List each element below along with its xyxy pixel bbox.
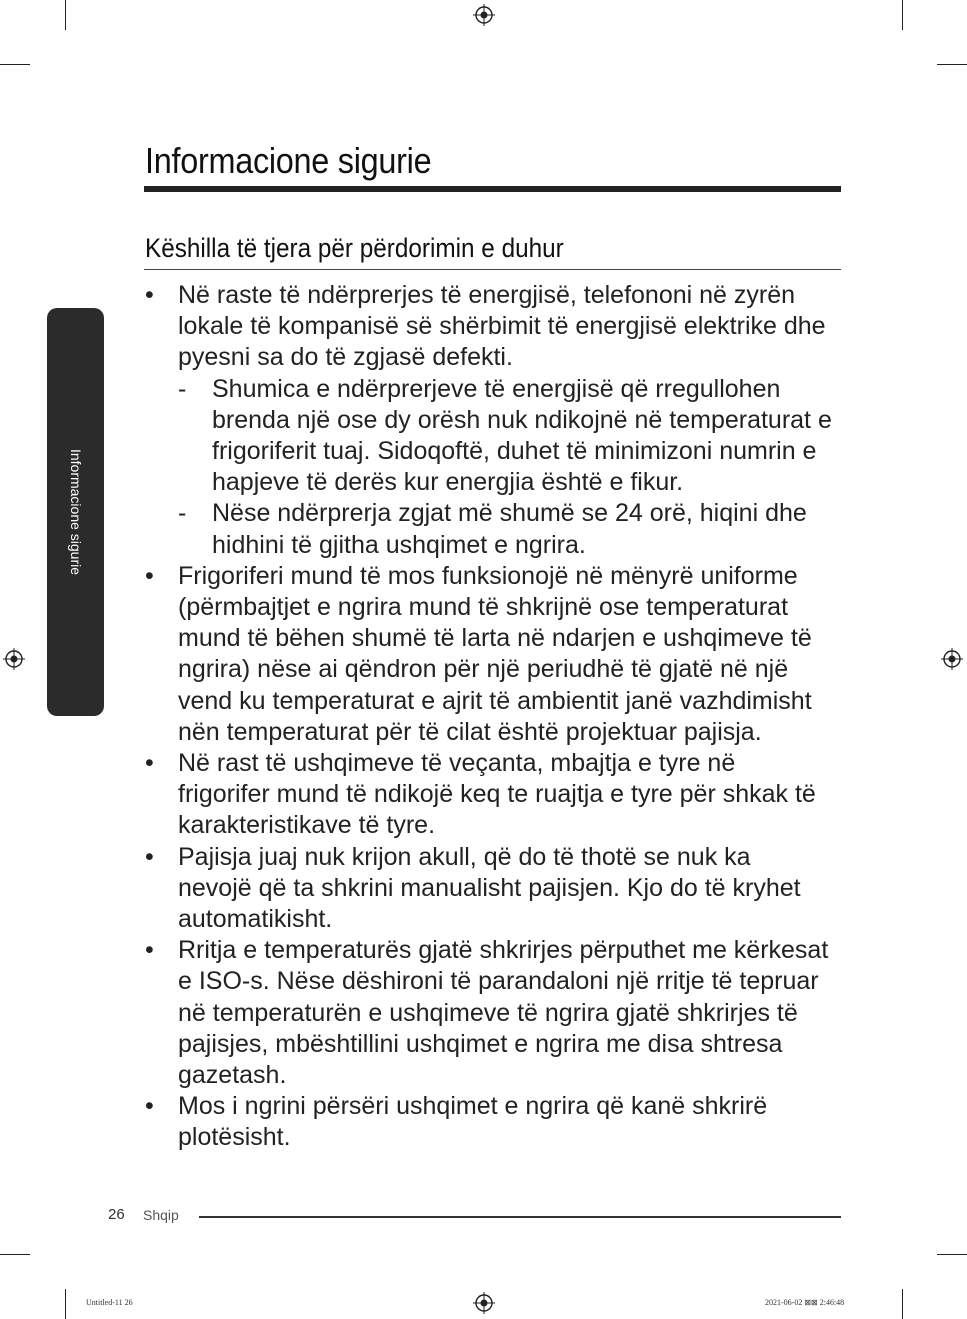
page-number: 26 [108,1206,125,1223]
list-item [145,1091,845,1153]
list-item-text: frigorifer mund të ndikojë keq te ruajtja e tyre për shkak të [178,780,816,809]
sub-list-item [145,374,845,499]
list-item-text: Rritja e temperaturës gjatë shkrirjes përputhet me kërkesat [178,936,829,965]
registration-mark-icon [473,4,495,26]
title-rule [144,186,841,192]
footer-rule [199,1216,841,1218]
print-slug-right: 2021-06-02 ⊠⊠ 2:46:48 [765,1298,845,1307]
page-title: Informacione sigurie [145,140,432,181]
list-item-text: karakteristikave të tyre. [178,811,436,840]
list-item-text: ngrira) nëse ai qëndron për një periudhë të gjatë në një [178,655,789,684]
side-tab-label: Informacione sigurie [67,448,84,576]
registration-mark-icon [473,1292,495,1314]
list-item-text: plotësisht. [178,1123,291,1152]
crop-mark [937,1254,967,1255]
section-heading: Këshilla të tjera për përdorimin e duhur [145,233,564,263]
list-item-text: nevojë që ta shkrini manualisht pajisjen. Kjo do të kryhet [178,873,801,902]
list-item-text: gazetash. [178,1061,287,1090]
list-item [145,842,845,936]
list-item-text: (përmbajtjet e ngrira mund të shkrijnë ose temperaturat [178,593,789,622]
crop-mark [65,0,66,30]
sub-list-item-text: Nëse ndërprerja zgjat më shumë se 24 orë, hiqini dhe [212,499,807,528]
side-tab [47,308,104,716]
bullet-icon: • [145,936,154,965]
dash-icon: - [178,374,187,403]
list-item [145,280,845,374]
crop-mark [0,64,30,65]
bullet-icon: • [145,561,154,590]
sub-list-item-text: hidhini të gjitha ushqimet e ngrira. [212,530,586,559]
sub-list-item [145,498,845,560]
registration-mark-icon [3,648,25,670]
list-item-text: Pajisja juaj nuk krijon akull, që do të thotë se nuk ka [178,842,751,871]
list-item [145,935,845,1091]
list-item-text: mund të bëhen shumë të larta në ndarjen e ushqimeve të [178,624,812,653]
crop-mark [0,1254,30,1255]
list-item [145,748,845,842]
bullet-icon: • [145,749,154,778]
crop-mark [902,0,903,30]
crop-mark [65,1289,66,1319]
sub-list-item-text: brenda një ose dy orësh nuk ndikojnë në temperaturat e [212,405,832,434]
bullet-icon: • [145,281,154,309]
section-rule [144,269,841,270]
crop-mark [902,1289,903,1319]
list-item-text: Në rast të ushqimeve të veçanta, mbajtja e tyre në [178,749,736,778]
footer-language: Shqip [143,1207,179,1223]
list-item-text: nën temperaturat për të cilat është projektuar pajisja. [178,717,762,746]
list-item-text: e ISO-s. Nëse dëshironi të parandaloni një rritje të tepruar [178,967,819,996]
list-item-text: lokale të kompanisë së shërbimit të energjisë elektrike dhe [178,312,826,341]
bullet-icon: • [145,842,154,871]
sub-list-item-text: Shumica e ndërprerjeve të energjisë që rregullohen [212,374,781,403]
registration-mark-icon [941,648,963,670]
sub-list-item-text: hapjeve të derës kur energjia është e fikur. [212,468,684,497]
list-item-text: pyesni sa do të zgjasë defekti. [178,343,513,372]
crop-mark [937,64,967,65]
list-item-text: vend ku temperaturat e ajrit të ambientit janë vazhdimisht [178,686,812,715]
list-item-text: Në raste të ndërprerjes të energjisë, telefononi në zyrën [178,281,796,309]
list-item [145,561,845,748]
dash-icon: - [178,499,187,528]
print-slug-left: Untitled-11 26 [86,1298,133,1307]
list-item-text: në temperaturën e ushqimeve të ngrira gjatë shkrirjes të [178,998,798,1027]
list-item-text: Mos i ngrini përsëri ushqimet e ngrira që kanë shkrirë [178,1092,768,1121]
bullet-icon: • [145,1092,154,1121]
sub-list-item-text: frigoriferit tuaj. Sidoqoftë, duhet të minimizoni numrin e [212,437,817,466]
list-item-text: Frigoriferi mund të mos funksionojë në mënyrë uniforme [178,561,798,590]
list-item-text: automatikisht. [178,905,333,934]
list-item-text: pajisjes, mbështillini ushqimet e ngrira me disa shtresa [178,1029,783,1058]
safety-tips-list [145,280,845,1154]
